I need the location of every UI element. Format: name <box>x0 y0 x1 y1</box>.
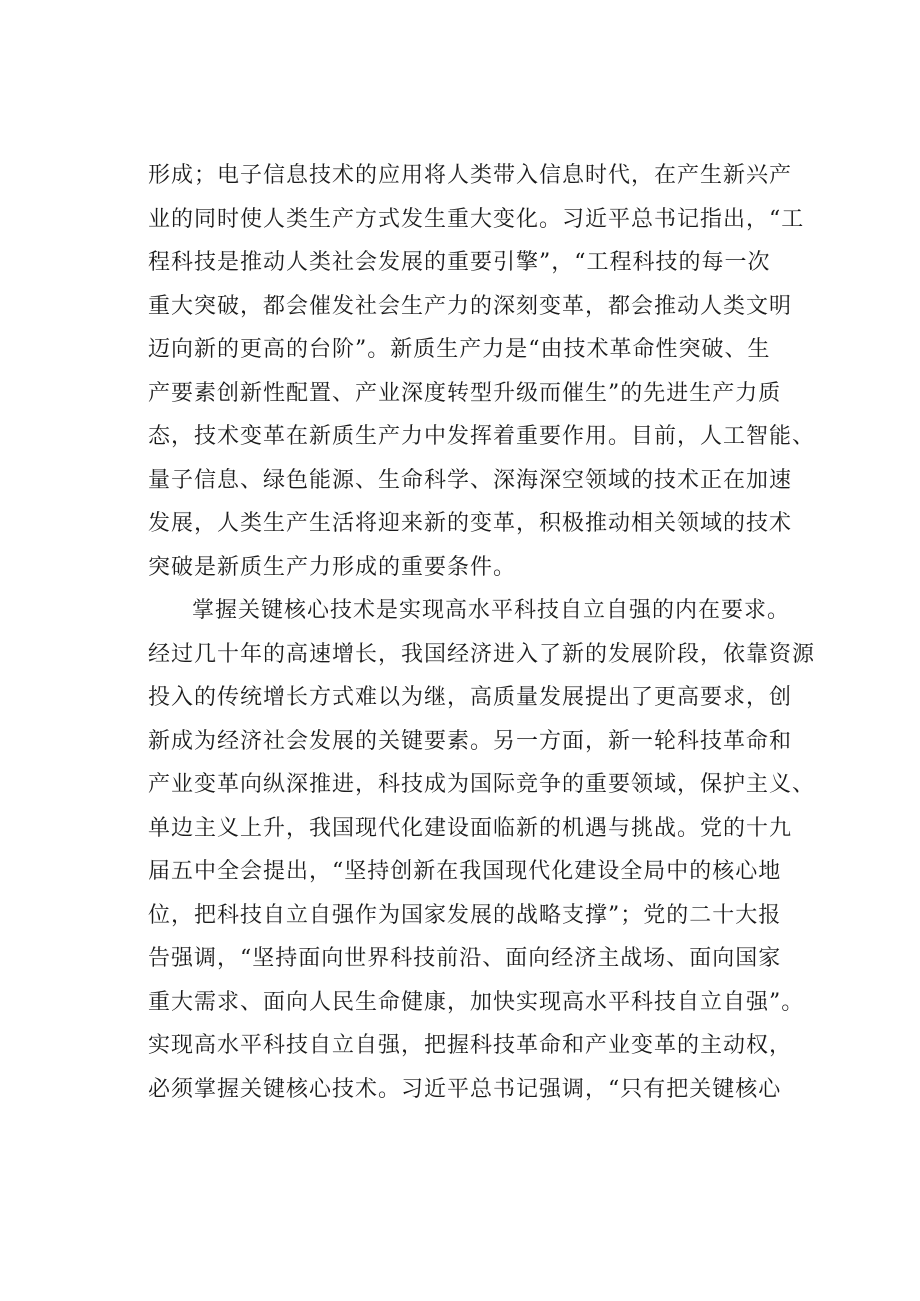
text-line: 态，技术变革在新质生产力中发挥着重要作用。目前，人工智能、 <box>148 424 816 449</box>
text-line: 告强调，“坚持面向世界科技前沿、面向经济主战场、面向国家 <box>148 946 782 971</box>
text-line: 业的同时使人类生产方式发生重大变化。习近平总书记指出，“工 <box>148 206 805 232</box>
body-text <box>148 154 816 1111</box>
text-line: 投入的传统增长方式难以为继，高质量发展提出了更高要求，创 <box>148 685 793 710</box>
text-line: 必须掌握关键核心技术。习近平总书记强调，“只有把关键核心 <box>148 1076 782 1102</box>
text-line: 单边主义上升，我国现代化建设面临新的机遇与挑战。党的十九 <box>148 815 793 841</box>
paragraph-first-line: 掌握关键核心技术是实现高水平科技自立自强的内在要求。 <box>192 598 791 623</box>
text-line: 经过几十年的高速增长，我国经济进入了新的发展阶段，依靠资源 <box>148 641 816 667</box>
text-line: 形成；电子信息技术的应用将人类带入信息时代，在产生新兴产 <box>148 163 793 188</box>
text-line: 重大突破，都会催发社会生产力的深刻变革，都会推动人类文明 <box>148 293 793 319</box>
text-line: 产业变革向纵深推进，科技成为国际竞争的重要领域，保护主义、 <box>148 772 816 797</box>
text-line: 产要素创新性配置、产业深度转型升级而催生”的先进生产力质 <box>148 380 782 406</box>
text-line: 量子信息、绿色能源、生命科学、深海深空领域的技术正在加速 <box>148 467 793 493</box>
text-line: 发展，人类生产生活将迎来新的变革，积极推动相关领域的技术 <box>148 511 793 536</box>
text-line: 新成为经济社会发展的关键要素。另一方面，新一轮科技革命和 <box>148 728 793 754</box>
text-line: 实现高水平科技自立自强，把握科技革命和产业变革的主动权， <box>148 1033 793 1058</box>
text-line: 突破是新质生产力形成的重要条件。 <box>148 554 517 580</box>
text-line: 届五中全会提出，“坚持创新在我国现代化建设全局中的核心地 <box>148 859 782 884</box>
text-line: 位，把科技自立自强作为国家发展的战略支撑”；党的二十大报 <box>148 902 782 928</box>
text-line: 迈向新的更高的台阶”。新质生产力是“由技术革命性突破、生 <box>148 337 771 362</box>
text-line: 重大需求、面向人民生命健康，加快实现高水平科技自立自强”。 <box>148 989 805 1015</box>
text-line: 程科技是推动人类社会发展的重要引擎”，“工程科技的每一次 <box>148 250 771 275</box>
